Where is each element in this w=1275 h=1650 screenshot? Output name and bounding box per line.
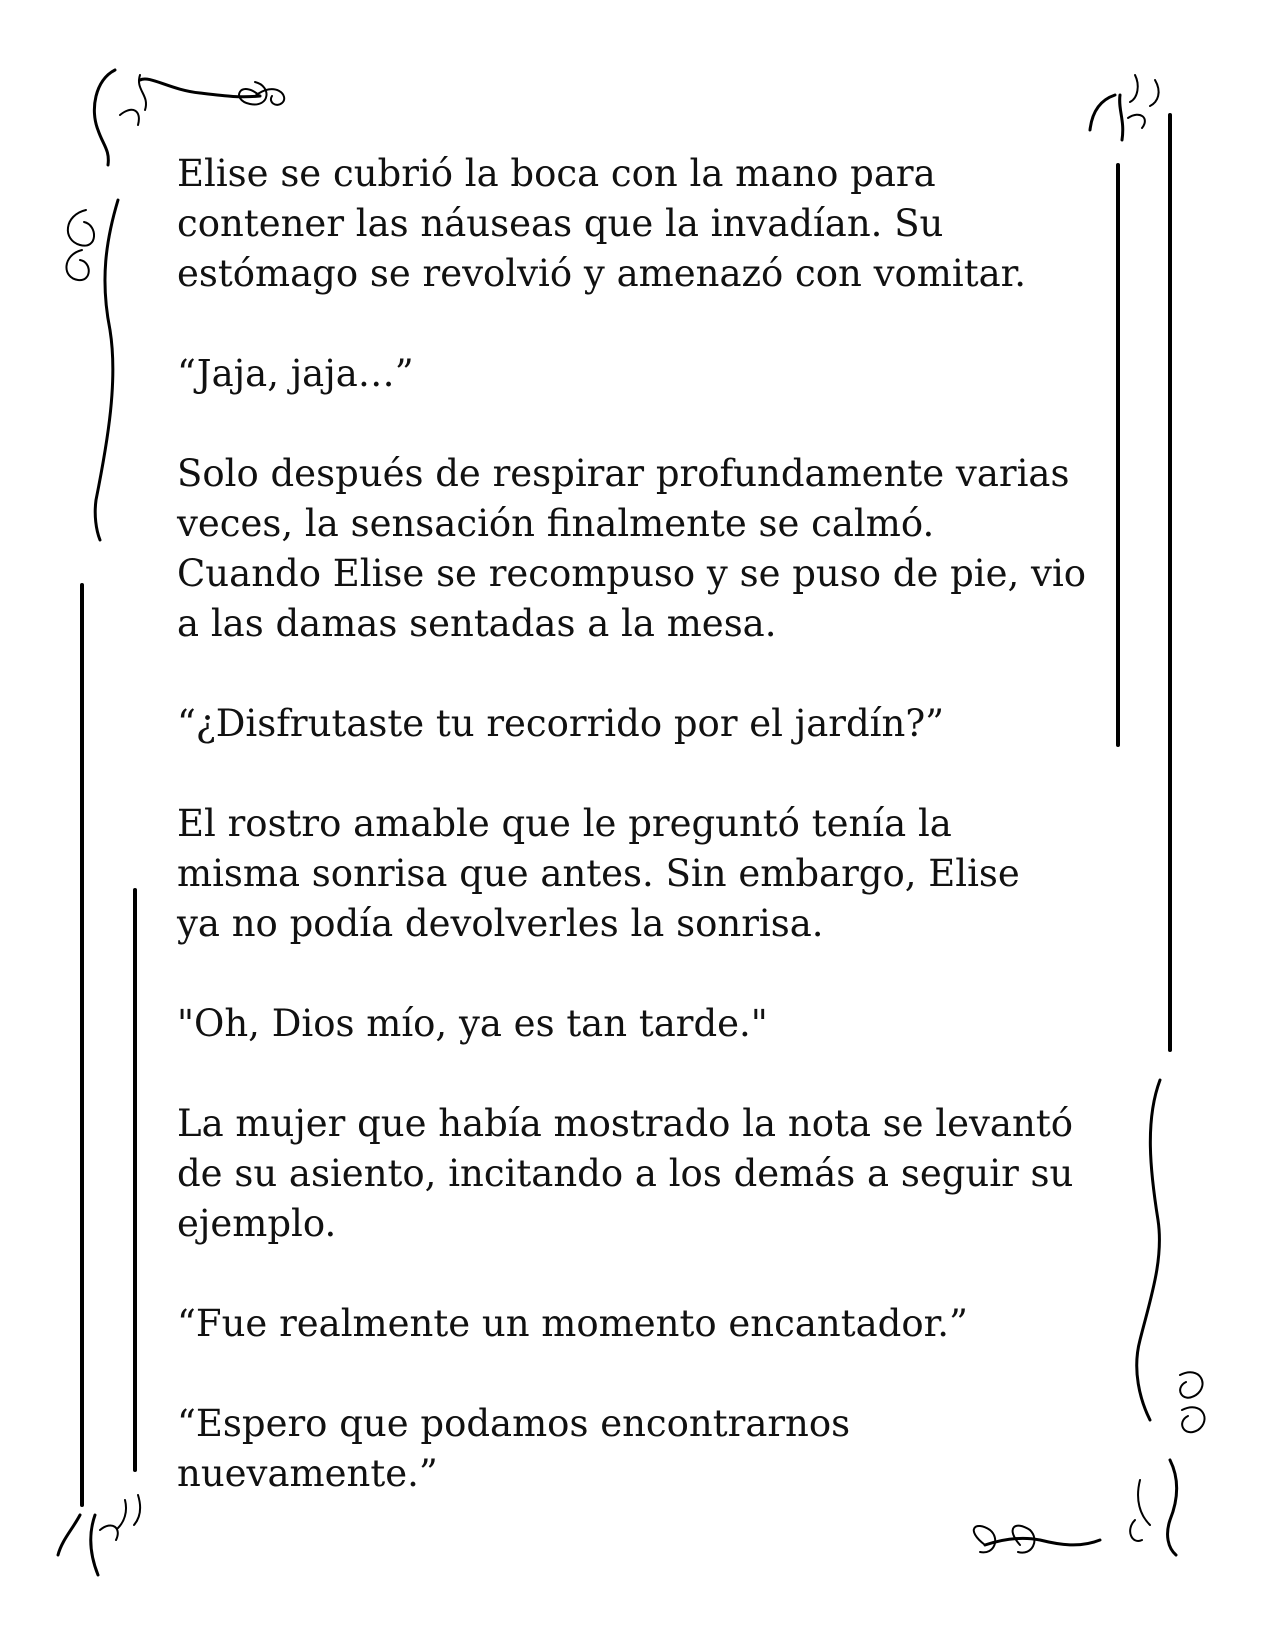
- text-line: Cuando Elise se recompuso y se puso de pie, vio: [177, 552, 1087, 595]
- bottom-left-flourish-icon: [58, 1495, 140, 1575]
- text-line: “¿Disfrutaste tu recorrido por el jardín?”: [177, 702, 945, 745]
- paragraph: [177, 149, 1137, 299]
- body-text: [177, 149, 1137, 1549]
- text-line: estómago se revolvió y amenazó con vomitar.: [177, 252, 1027, 295]
- text-line: nuevamente.”: [177, 1452, 438, 1495]
- paragraph: [177, 699, 1137, 749]
- top-right-flourish-icon: [1090, 75, 1159, 140]
- paragraph: [177, 349, 1137, 399]
- paragraph: [177, 449, 1137, 649]
- text-line: El rostro amable que le preguntó tenía la: [177, 802, 952, 845]
- text-line: ejemplo.: [177, 1202, 337, 1245]
- paragraph: [177, 1299, 1137, 1349]
- text-line: “Jaja, jaja…”: [177, 352, 414, 395]
- text-line: Solo después de respirar profundamente varias: [177, 452, 1070, 495]
- text-line: "Oh, Dios mío, ya es tan tarde.": [177, 1002, 768, 1045]
- text-line: a las damas sentadas a la mesa.: [177, 602, 777, 645]
- text-line: de su asiento, incitando a los demás a seguir su: [177, 1152, 1074, 1195]
- text-line: “Espero que podamos encontrarnos: [177, 1402, 851, 1445]
- text-line: misma sonrisa que antes. Sin embargo, Elise: [177, 852, 1020, 895]
- text-line: veces, la sensación finalmente se calmó.: [177, 502, 935, 545]
- paragraph: [177, 799, 1137, 949]
- paragraph: [177, 1399, 1137, 1499]
- text-line: ya no podía devolverles la sonrisa.: [177, 902, 824, 945]
- text-line: “Fue realmente un momento encantador.”: [177, 1302, 968, 1345]
- text-line: contener las náuseas que la invadían. Su: [177, 202, 944, 245]
- paragraph: [177, 1099, 1137, 1249]
- paragraph: [177, 999, 1137, 1049]
- text-line: Elise se cubrió la boca con la mano para: [177, 152, 936, 195]
- text-line: La mujer que había mostrado la nota se levantó: [177, 1102, 1073, 1145]
